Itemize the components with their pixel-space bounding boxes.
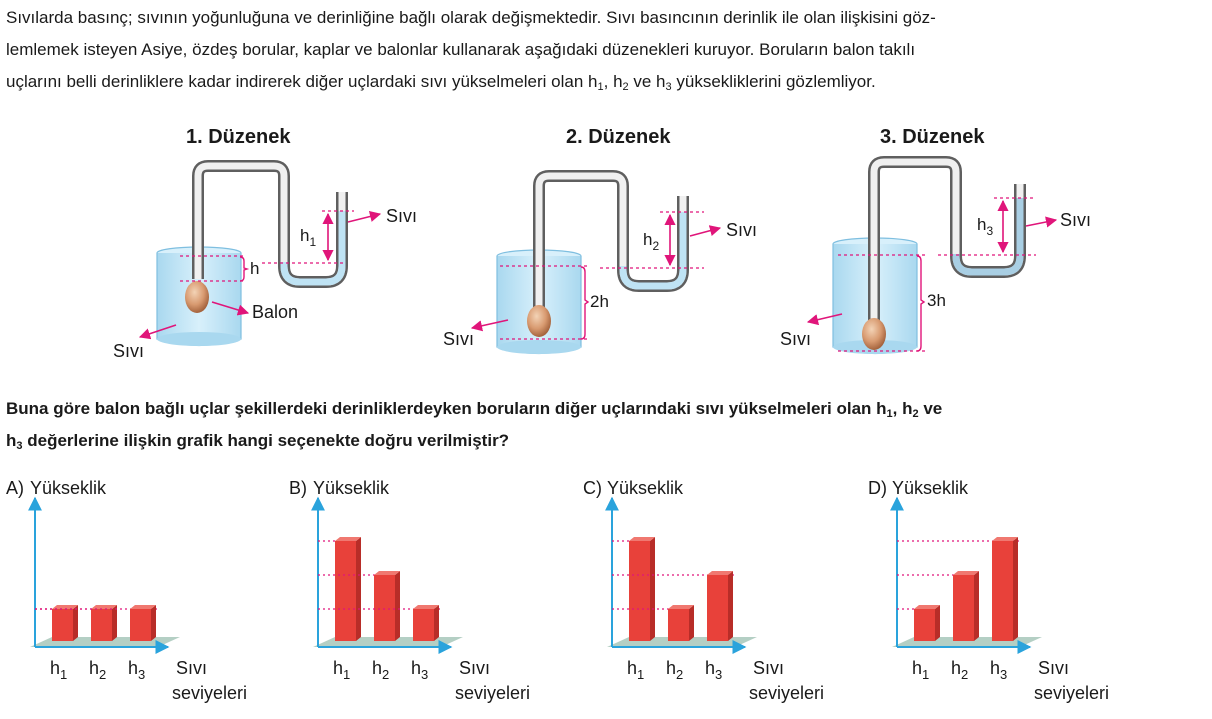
category-label: $h_3$ bbox=[128, 658, 146, 682]
bar-side bbox=[1013, 537, 1018, 641]
option-letter: D) bbox=[868, 478, 887, 498]
setup-title: 1. Düzenek bbox=[186, 126, 291, 148]
intro-text: ve h bbox=[628, 72, 666, 91]
question-line-1 bbox=[6, 393, 1206, 425]
category-label: $h_3$ bbox=[705, 658, 723, 682]
outlet-liquid-label: Sıvı bbox=[386, 206, 418, 226]
option-letter: C) bbox=[583, 478, 602, 498]
bar-side bbox=[151, 605, 156, 641]
x-axis-label: Sıvı bbox=[459, 658, 491, 678]
bar-h3 bbox=[413, 609, 434, 641]
bar-h2 bbox=[374, 575, 395, 641]
x-axis-label: Sıvı bbox=[1038, 658, 1070, 678]
bar-h3 bbox=[130, 609, 151, 641]
bar-side bbox=[974, 571, 979, 641]
category-label: $h_1$ bbox=[627, 658, 645, 682]
category-label: $h_1$ bbox=[912, 658, 930, 682]
intro-text: , h bbox=[603, 72, 623, 91]
rise-label: $h_2$ bbox=[643, 230, 660, 253]
subscript: 3 bbox=[16, 440, 23, 452]
bar-side bbox=[434, 605, 439, 641]
bar-side bbox=[650, 537, 655, 641]
bar-h1 bbox=[335, 541, 356, 641]
bar-h2 bbox=[668, 609, 689, 641]
x-axis-label: seviyeleri bbox=[1034, 683, 1110, 703]
setup-2 bbox=[443, 126, 757, 354]
question-part: Buna göre balon bağlı uçlar şekillerdeki derinliklerdeyken boruların diğer uçlarındaki sıvı yükselmeleri olan h bbox=[6, 399, 887, 418]
outlet-liquid-label: Sıvı bbox=[726, 220, 758, 240]
beaker-bottom bbox=[497, 340, 581, 354]
setup-3 bbox=[780, 126, 1091, 354]
bar-side bbox=[112, 605, 117, 641]
outlet-liquid-label: Sıvı bbox=[1060, 210, 1092, 230]
beaker-liquid-label: Sıvı bbox=[113, 341, 145, 361]
option-letter: B) bbox=[289, 478, 307, 498]
y-axis-label: Yükseklik bbox=[30, 478, 107, 498]
y-axis-label: Yükseklik bbox=[607, 478, 684, 498]
y-axis-label: Yükseklik bbox=[892, 478, 969, 498]
bar-h1 bbox=[914, 609, 935, 641]
x-axis-label: seviyeleri bbox=[172, 683, 248, 703]
bar-side bbox=[689, 605, 694, 641]
bar-side bbox=[73, 605, 78, 641]
beaker-liquid-label: Sıvı bbox=[443, 329, 475, 349]
intro-line-2: lemlemek isteyen Asiye, özdeş borular, kaplar ve balonlar kullanarak aşağıdaki düzenekleri kuruyor. Boruların balon takılı bbox=[6, 40, 916, 59]
bar-h2 bbox=[953, 575, 974, 641]
category-label: $h_2$ bbox=[951, 658, 969, 682]
bar-h3 bbox=[992, 541, 1013, 641]
intro-line-1: Sıvılarda basınç; sıvının yoğunluğuna ve derinliğine bağlı olarak değişmektedir. Sıvı basıncının derinlik ile olan ilişkisini göz- bbox=[6, 8, 936, 27]
question-part: , h bbox=[892, 399, 913, 418]
subscript: 1 bbox=[597, 81, 604, 93]
category-label: $h_2$ bbox=[89, 658, 107, 682]
x-axis-label: Sıvı bbox=[176, 658, 208, 678]
question-part: ve bbox=[918, 399, 943, 418]
x-axis-label: seviyeleri bbox=[455, 683, 531, 703]
subscript: 2 bbox=[622, 81, 629, 93]
question-part: h bbox=[6, 431, 17, 450]
question-line-2 bbox=[6, 425, 1206, 457]
category-label: $h_3$ bbox=[990, 658, 1008, 682]
rise-label: $h_1$ bbox=[300, 226, 317, 249]
x-axis-label: Sıvı bbox=[753, 658, 785, 678]
bar-h2 bbox=[91, 609, 112, 641]
bar-side bbox=[395, 571, 400, 641]
bar-side bbox=[356, 537, 361, 641]
setup-title: 2. Düzenek bbox=[566, 126, 671, 148]
subscript: 2 bbox=[912, 408, 919, 420]
bar-h3 bbox=[707, 575, 728, 641]
setup-title: 3. Düzenek bbox=[880, 126, 985, 148]
bar-h1 bbox=[629, 541, 650, 641]
y-axis-label: Yükseklik bbox=[313, 478, 390, 498]
balloon bbox=[527, 305, 551, 337]
beaker-bottom bbox=[157, 332, 241, 346]
category-label: $h_1$ bbox=[333, 658, 351, 682]
category-label: $h_2$ bbox=[372, 658, 390, 682]
depth-label: 3h bbox=[927, 291, 946, 310]
balloon-label: Balon bbox=[252, 302, 299, 322]
depth-label: h bbox=[250, 259, 260, 278]
intro-text: uçlarını belli derinliklere kadar indirerek diğer uçlardaki sıvı yükselmeleri olan h bbox=[6, 72, 598, 91]
beaker-liquid-label: Sıvı bbox=[780, 329, 812, 349]
answer-charts bbox=[6, 478, 1109, 703]
category-label: $h_1$ bbox=[50, 658, 68, 682]
subscript: 1 bbox=[886, 408, 893, 420]
option-letter: A) bbox=[6, 478, 24, 498]
bar-side bbox=[935, 605, 940, 641]
bar-side bbox=[728, 571, 733, 641]
depth-label: 2h bbox=[590, 292, 609, 311]
x-axis-label: seviyeleri bbox=[749, 683, 825, 703]
intro-text: yüksekliklerini gözlemliyor. bbox=[671, 72, 876, 91]
category-label: $h_2$ bbox=[666, 658, 684, 682]
category-label: $h_3$ bbox=[411, 658, 429, 682]
bar-h1 bbox=[52, 609, 73, 641]
rise-label: $h_3$ bbox=[977, 215, 994, 238]
question-part: değerlerine ilişkin grafik hangi seçenekte doğru verilmiştir? bbox=[22, 431, 510, 450]
balloon bbox=[862, 318, 886, 350]
subscript: 3 bbox=[665, 81, 672, 93]
question-text bbox=[6, 393, 1206, 457]
setup-1 bbox=[113, 126, 417, 361]
balloon bbox=[185, 281, 209, 313]
